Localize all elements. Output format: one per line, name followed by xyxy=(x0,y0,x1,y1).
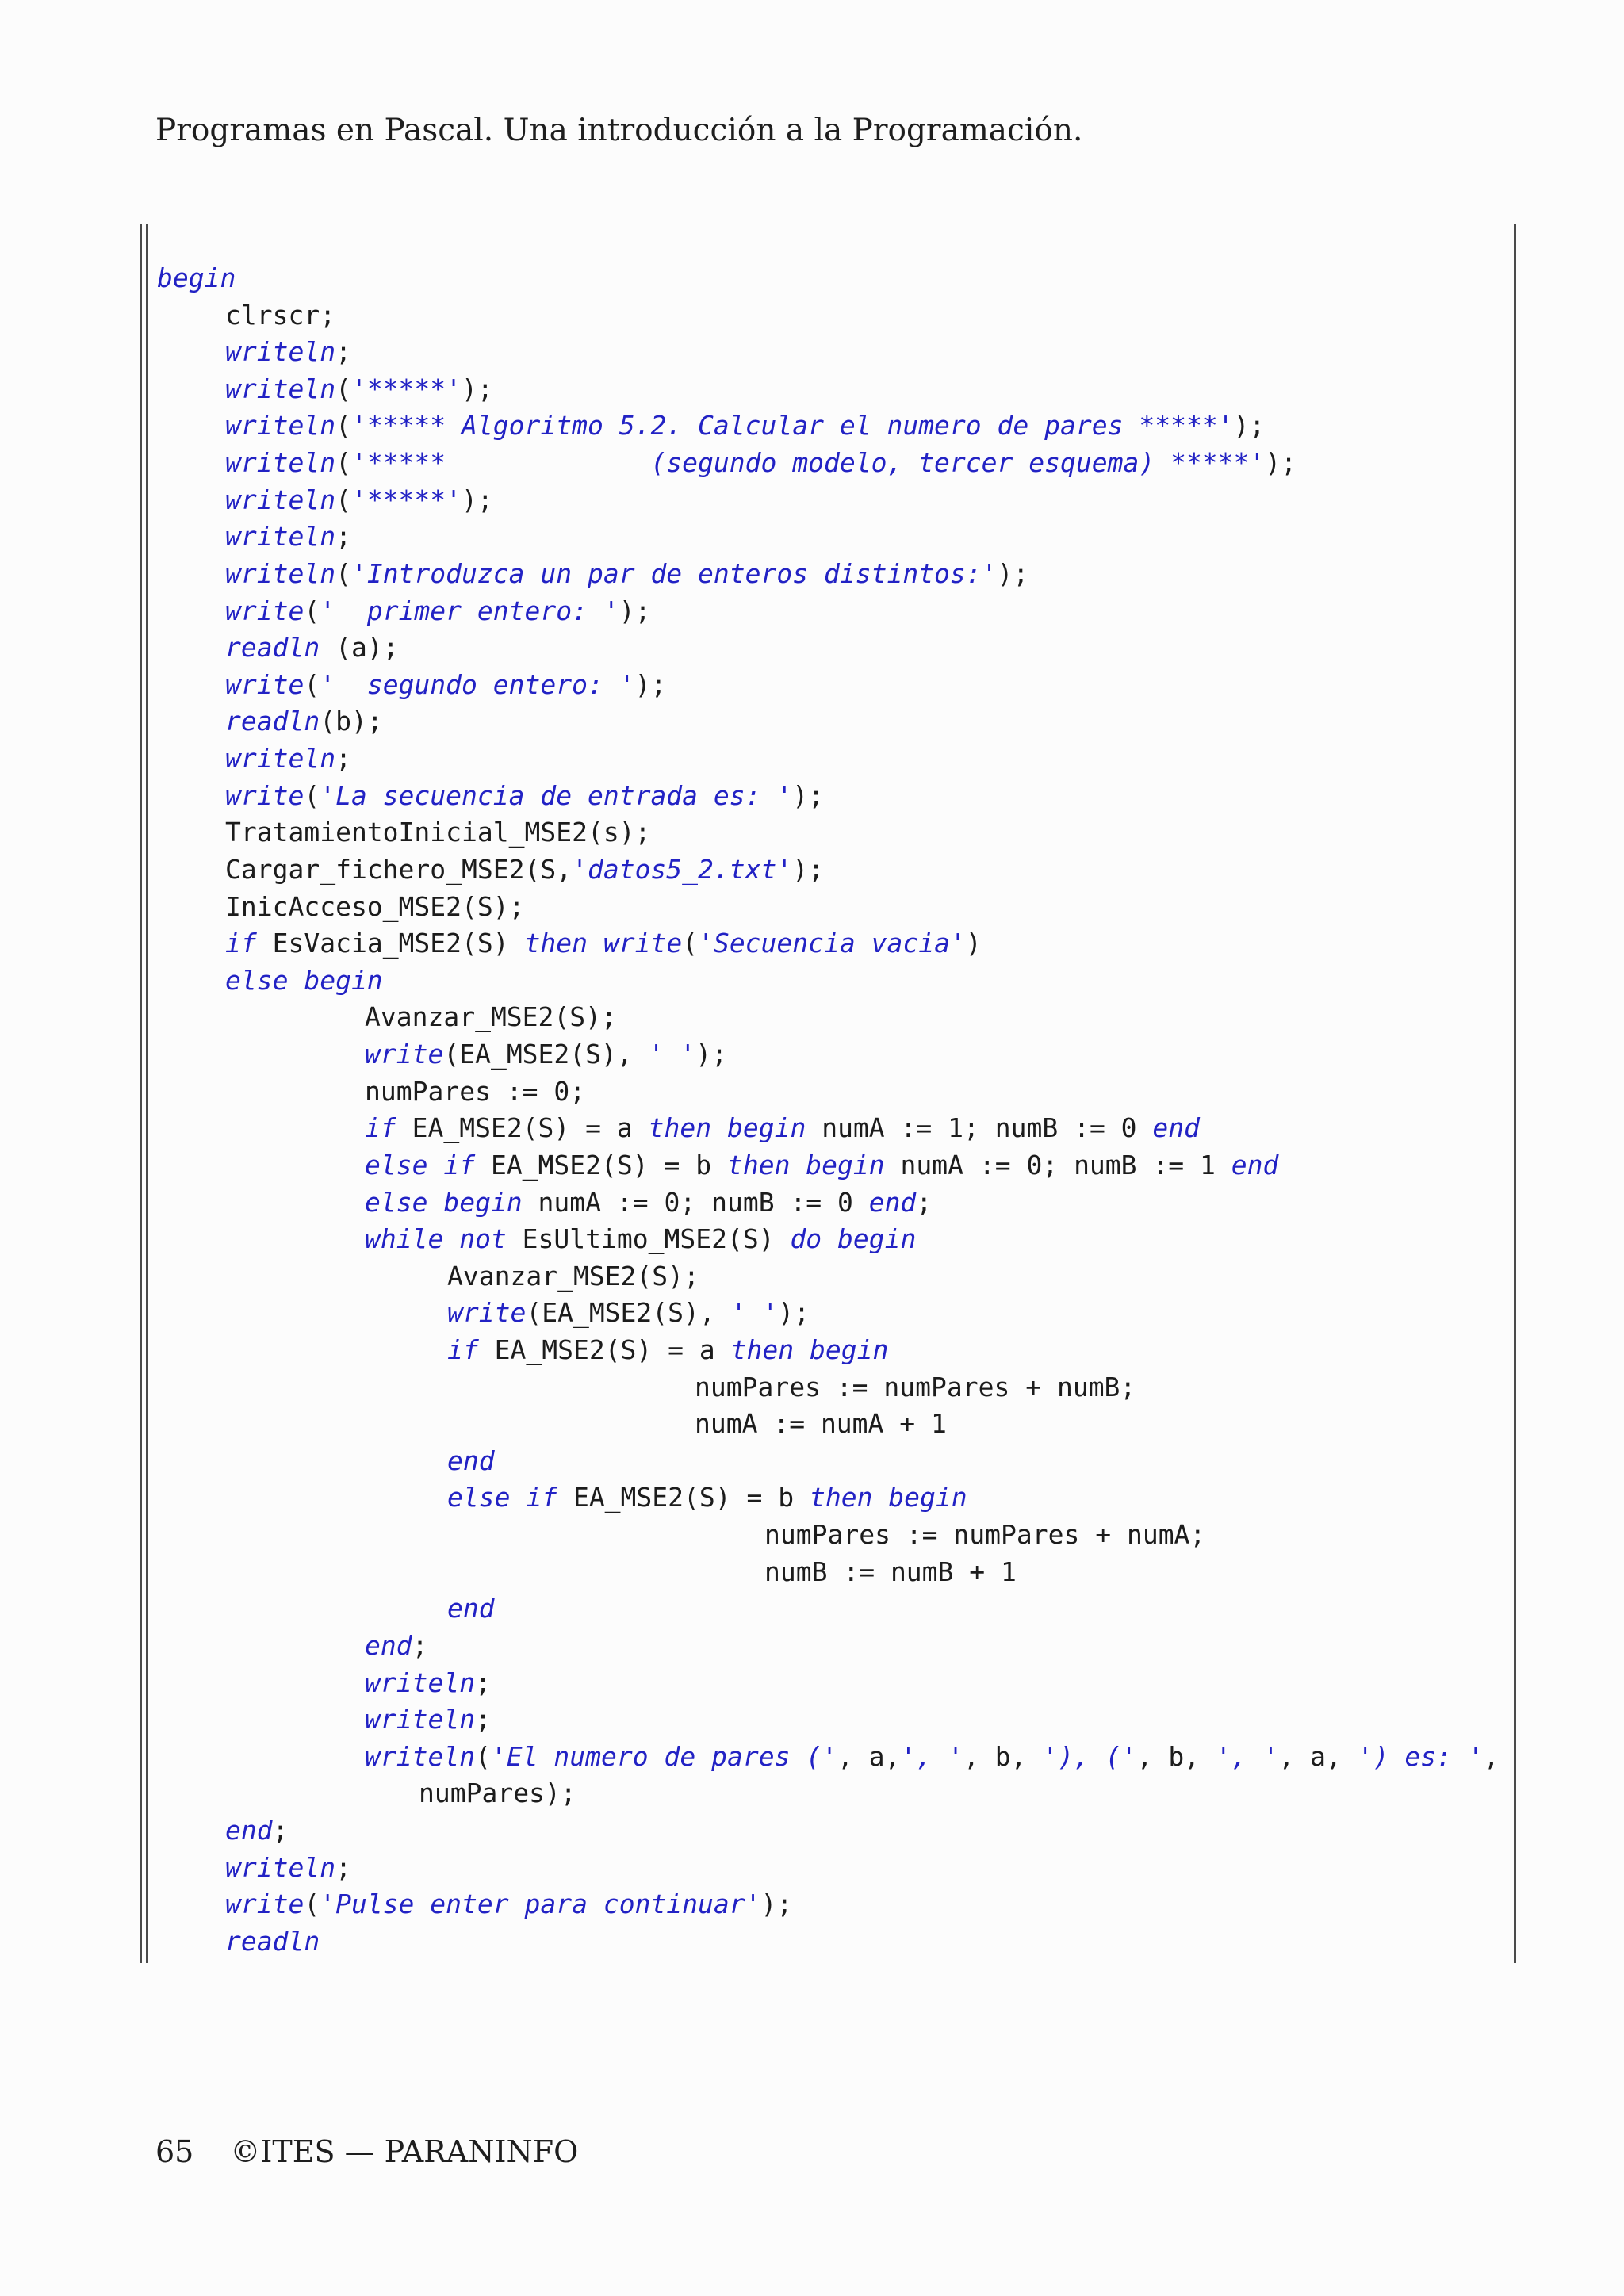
code-text: (EA_MSE2(S), xyxy=(443,1039,649,1070)
code-keyword: begin xyxy=(157,262,236,293)
code-text: numPares); xyxy=(419,1777,576,1809)
code-line xyxy=(695,1406,947,1442)
code-line xyxy=(365,1221,916,1257)
code-line xyxy=(225,408,1265,444)
code-line xyxy=(225,1886,792,1923)
code-keyword: then begin xyxy=(726,1149,885,1181)
code-line xyxy=(447,1258,699,1295)
code-text: ; xyxy=(335,336,351,368)
frame-left-rule xyxy=(140,224,142,1963)
code-keyword: end xyxy=(1231,1149,1279,1181)
code-string: '***** (segundo modelo, tercer esquema) *****' xyxy=(350,447,1266,479)
code-text: , xyxy=(1483,1740,1500,1772)
code-string: 'Pulse enter para continuar' xyxy=(320,1888,761,1920)
code-keyword: readln xyxy=(225,1925,320,1957)
code-text: EA_MSE2(S) = b xyxy=(475,1149,727,1181)
code-text: numPares := numPares + numA; xyxy=(764,1519,1206,1551)
code-line xyxy=(225,334,351,370)
code-text: EsVacia_MSE2(S) xyxy=(256,928,525,959)
code-text: ); xyxy=(1265,447,1297,479)
code-line xyxy=(419,1775,576,1812)
code-keyword: writeln xyxy=(225,447,336,479)
code-line xyxy=(365,1628,427,1664)
code-string: ') es: ' xyxy=(1357,1740,1484,1772)
code-string: '), (' xyxy=(1042,1740,1137,1772)
page-number: 65 xyxy=(155,2134,194,2169)
code-text: , b, xyxy=(963,1740,1043,1772)
code-text: ); xyxy=(792,779,824,811)
code-string: ', ' xyxy=(900,1740,964,1772)
code-keyword: writeln xyxy=(225,336,336,368)
code-keyword: if xyxy=(365,1112,396,1144)
code-string: '*****' xyxy=(350,484,462,515)
code-keyword: end xyxy=(225,1815,273,1846)
code-line xyxy=(764,1517,1205,1553)
code-keyword: while not xyxy=(365,1223,507,1255)
frame-right-rule xyxy=(1514,224,1516,1963)
code-line xyxy=(447,1332,888,1368)
code-keyword: if xyxy=(225,928,257,959)
copyright: ©ITES — PARANINFO xyxy=(230,2134,579,2169)
code-line xyxy=(225,1850,351,1886)
code-keyword: do begin xyxy=(790,1223,917,1255)
code-keyword: writeln xyxy=(365,1667,476,1698)
code-keyword: then write xyxy=(524,928,683,959)
code-string: 'El numero de pares (' xyxy=(490,1740,838,1772)
code-keyword: writeln xyxy=(225,743,336,775)
code-line xyxy=(225,962,383,999)
code-text: ); xyxy=(778,1297,810,1329)
code-keyword: else if xyxy=(365,1149,476,1181)
code-string: 'Secuencia vacia' xyxy=(698,928,966,959)
code-text: ( xyxy=(335,557,351,589)
code-keyword: end xyxy=(365,1629,412,1661)
code-keyword: writeln xyxy=(225,557,336,589)
code-line xyxy=(157,260,236,297)
code-keyword: end xyxy=(1152,1112,1201,1144)
code-text: ); xyxy=(462,373,493,404)
code-keyword: writeln xyxy=(225,1851,336,1883)
code-text: ; xyxy=(916,1186,933,1218)
code-keyword: write xyxy=(225,668,304,700)
code-keyword: writeln xyxy=(365,1740,476,1772)
code-line xyxy=(225,519,351,555)
code-line xyxy=(225,556,1028,592)
code-string: '*****' xyxy=(350,373,462,404)
code-keyword: write xyxy=(365,1039,444,1070)
code-line xyxy=(447,1443,495,1479)
code-text: ( xyxy=(304,1888,320,1920)
code-text: ; xyxy=(272,1815,289,1846)
code-text: EA_MSE2(S) = a xyxy=(396,1112,649,1144)
code-string: 'Introduzca un par de enteros distintos:' xyxy=(350,557,998,589)
code-text: ); xyxy=(792,853,824,885)
code-text: numPares := 0; xyxy=(365,1075,586,1107)
code-line xyxy=(225,1923,320,1960)
code-string: ' ' xyxy=(730,1297,779,1329)
code-line xyxy=(365,1073,585,1110)
code-text: ); xyxy=(997,557,1029,589)
code-keyword: else if xyxy=(447,1482,558,1513)
code-line xyxy=(225,703,383,740)
code-line xyxy=(447,1479,967,1516)
code-text: (a); xyxy=(320,632,399,664)
code-text: TratamientoInicial_MSE2(s); xyxy=(225,817,651,848)
code-keyword: writeln xyxy=(365,1704,476,1735)
code-line xyxy=(225,445,1297,481)
code-string: '***** Algoritmo 5.2. Calcular el numero de pares *****' xyxy=(350,410,1234,442)
code-line xyxy=(365,1665,491,1701)
code-line xyxy=(365,1110,1200,1146)
page-footer xyxy=(155,2134,578,2169)
code-keyword: end xyxy=(447,1445,495,1476)
code-keyword: write xyxy=(447,1297,527,1329)
code-text: ( xyxy=(304,668,320,700)
code-keyword: write xyxy=(225,779,304,811)
code-text: Avanzar_MSE2(S); xyxy=(365,1001,617,1033)
code-text: EsUltimo_MSE2(S) xyxy=(506,1223,791,1255)
code-text: (b); xyxy=(320,706,383,737)
code-text: Avanzar_MSE2(S); xyxy=(447,1260,699,1292)
code-keyword: end xyxy=(447,1593,495,1624)
code-text: numB := numB + 1 xyxy=(764,1556,1017,1587)
code-line xyxy=(365,1701,491,1738)
code-text: ); xyxy=(760,1888,793,1920)
code-keyword: readln xyxy=(225,632,320,664)
code-keyword: else begin xyxy=(225,964,383,996)
code-text: ); xyxy=(634,668,667,700)
code-line xyxy=(225,593,650,629)
code-line xyxy=(365,1739,1500,1775)
code-text: numA := numA + 1 xyxy=(695,1408,947,1440)
code-text: (EA_MSE2(S), xyxy=(526,1297,731,1329)
code-text: ; xyxy=(475,1704,491,1735)
code-text: ( xyxy=(304,779,320,811)
code-line xyxy=(365,1147,1278,1184)
code-line xyxy=(365,1184,932,1221)
code-text: ); xyxy=(1233,410,1266,442)
code-text: ; xyxy=(335,743,351,775)
code-line xyxy=(695,1369,1136,1406)
code-keyword: end xyxy=(868,1186,917,1218)
code-string: ' primer entero: ' xyxy=(320,595,619,626)
code-text: ( xyxy=(682,928,699,959)
code-text: Cargar_fichero_MSE2(S, xyxy=(225,853,573,885)
code-string: 'La secuencia de entrada es: ' xyxy=(320,779,793,811)
code-keyword: write xyxy=(225,1888,304,1920)
code-line xyxy=(365,999,617,1035)
code-line xyxy=(225,778,824,814)
code-keyword: writeln xyxy=(225,521,336,553)
code-text: numA := 0; numB := 1 xyxy=(884,1149,1231,1181)
code-text: ); xyxy=(462,484,493,515)
code-keyword: write xyxy=(225,595,304,626)
code-text: , b, xyxy=(1136,1740,1216,1772)
code-text: ; xyxy=(335,521,351,553)
code-keyword: then begin xyxy=(809,1482,967,1513)
code-keyword: writeln xyxy=(225,484,336,515)
code-text: EA_MSE2(S) = b xyxy=(557,1482,810,1513)
code-line xyxy=(365,1036,727,1073)
code-string: 'datos5_2.txt' xyxy=(572,853,793,885)
code-text: ); xyxy=(695,1039,727,1070)
page-header: Programas en Pascal. Una introducción a la Programación. xyxy=(155,113,1083,148)
code-line xyxy=(225,925,982,962)
code-keyword: then begin xyxy=(648,1112,806,1144)
code-line xyxy=(225,297,335,334)
code-text: ); xyxy=(619,595,651,626)
code-text: ( xyxy=(475,1740,491,1772)
code-line xyxy=(225,814,650,851)
code-text: numPares := numPares + numB; xyxy=(695,1371,1136,1402)
code-text: numA := 0; numB := 0 xyxy=(522,1186,869,1218)
code-text: ( xyxy=(335,484,351,515)
code-text: EA_MSE2(S) = a xyxy=(478,1334,731,1365)
code-text: ; xyxy=(475,1667,491,1698)
code-string: ', ' xyxy=(1215,1740,1279,1772)
code-keyword: writeln xyxy=(225,410,336,442)
code-keyword: then begin xyxy=(730,1334,889,1365)
code-line xyxy=(225,740,351,777)
code-text: InicAcceso_MSE2(S); xyxy=(225,890,525,922)
code-string: ' ' xyxy=(648,1039,696,1070)
code-line xyxy=(447,1590,495,1627)
code-text: ( xyxy=(335,373,351,404)
code-line xyxy=(225,889,525,925)
code-text: clrscr; xyxy=(225,299,336,331)
code-text: ; xyxy=(335,1851,351,1883)
code-text: , a, xyxy=(1278,1740,1358,1772)
code-text: , a, xyxy=(837,1740,901,1772)
code-text: ( xyxy=(335,447,351,479)
code-keyword: writeln xyxy=(225,373,336,404)
code-keyword: else begin xyxy=(365,1186,523,1218)
frame-left-rule-inner xyxy=(146,224,148,1963)
code-line xyxy=(225,1812,288,1849)
code-text: ( xyxy=(335,410,351,442)
code-keyword: readln xyxy=(225,706,320,737)
code-line xyxy=(225,371,493,408)
code-line xyxy=(225,482,493,519)
code-text: ( xyxy=(304,595,320,626)
code-text: ) xyxy=(965,928,982,959)
code-line xyxy=(764,1554,1017,1590)
code-string: ' segundo entero: ' xyxy=(320,668,635,700)
code-text: ; xyxy=(412,1629,428,1661)
code-line xyxy=(225,851,824,888)
code-text: numA := 1; numB := 0 xyxy=(806,1112,1153,1144)
code-line xyxy=(225,667,666,703)
code-frame xyxy=(140,224,1516,1963)
code-keyword: if xyxy=(447,1334,479,1365)
code-line xyxy=(447,1295,810,1331)
code-line xyxy=(225,629,399,666)
